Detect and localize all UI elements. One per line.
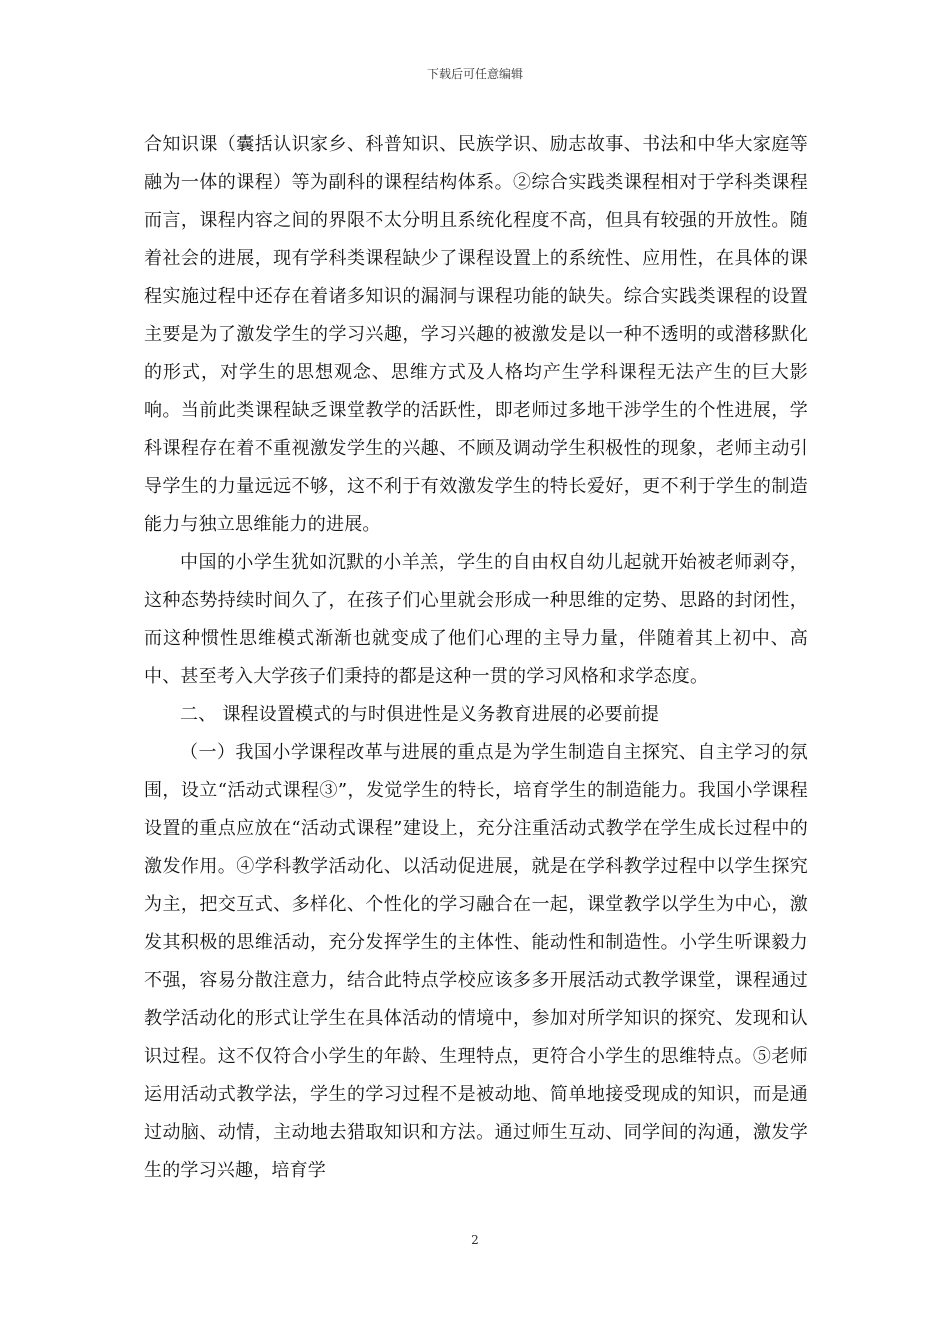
paragraph-continuation: 合知识课（囊括认识家乡、科普知识、民族学识、励志故事、书法和中华大家庭等融为一体的课程）等为副科的课程结构体系。②综合实践类课程相对于学科类课程而言，课程内容之间的界限不太分明且系统化程度不高，但具有较强的开放性。随着社会的进展，现有学科类课程缺少了课程设置上的系统性、应用性，在具体的课程实施过程中还存在着诸多知识的漏洞与课程功能的缺失。综合实践类课程的设置主要是为了激发学生的学习兴趣，学习兴趣的被激发是以一种不透明的或潜移默化的形式，对学生的思想观念、思维方式及人格均产生学科课程无法产生的巨大影响。当前此类课程缺乏课堂教学的活跃性，即老师过多地干涉学生的个性进展，学科课程存在着不重视激发学生的兴趣、不顾及调动学生积极性的现象，老师主动引导学生的力量远远不够，这不利于有效激发学生的特长爱好，更不利于学生的制造能力与独立思维能力的进展。 — [144, 134, 808, 535]
document-body — [144, 126, 808, 1190]
paragraph-students: 中国的小学生犹如沉默的小羊羔，学生的自由权自幼儿起就开始被老师剥夺，这种态势持续时间久了，在孩子们心里就会形成一种思维的定势、思路的封闭性，而这种惯性思维模式渐渐也就变成了他们心理的主导力量，伴随着其上初中、高中、甚至考入大学孩子们秉持的都是这种一贯的学习风格和求学态度。 — [144, 552, 808, 687]
page-header: 下载后可任意编辑 — [426, 67, 523, 81]
page-number: 2 — [471, 1233, 479, 1247]
section-heading: 二、 课程设置模式的与时俱进性是义务教育进展的必要前提 — [180, 704, 660, 725]
paragraph-subsection-1: （一）我国小学课程改革与进展的重点是为学生制造自主探究、自主学习的氛围，设立“活动式课程③”，发觉学生的特长，培育学生的制造能力。我国小学课程设置的重点应放在“活动式课程”建设上，充分注重活动式教学在学生成长过程中的激发作用。④学科教学活动化、以活动促进展，就是在学科教学过程中以学生探究为主，把交互式、多样化、个性化的学习融合在一起，课堂教学以学生为中心，激发其积极的思维活动，充分发挥学生的主体性、能动性和制造性。小学生听课毅力不强，容易分散注意力，结合此特点学校应该多多开展活动式教学课堂，课程通过教学活动化的形式让学生在具体活动的情境中，参加对所学知识的探究、发现和认识过程。这不仅符合小学生的年龄、生理特点，更符合小学生的思维特点。⑤老师运用活动式教学法，学生的学习过程不是被动地、简单地接受现成的知识，而是通过动脑、动情，主动地去猎取知识和方法。通过师生互动、同学间的沟通，激发学生的学习兴趣，培育学 — [144, 742, 808, 1181]
